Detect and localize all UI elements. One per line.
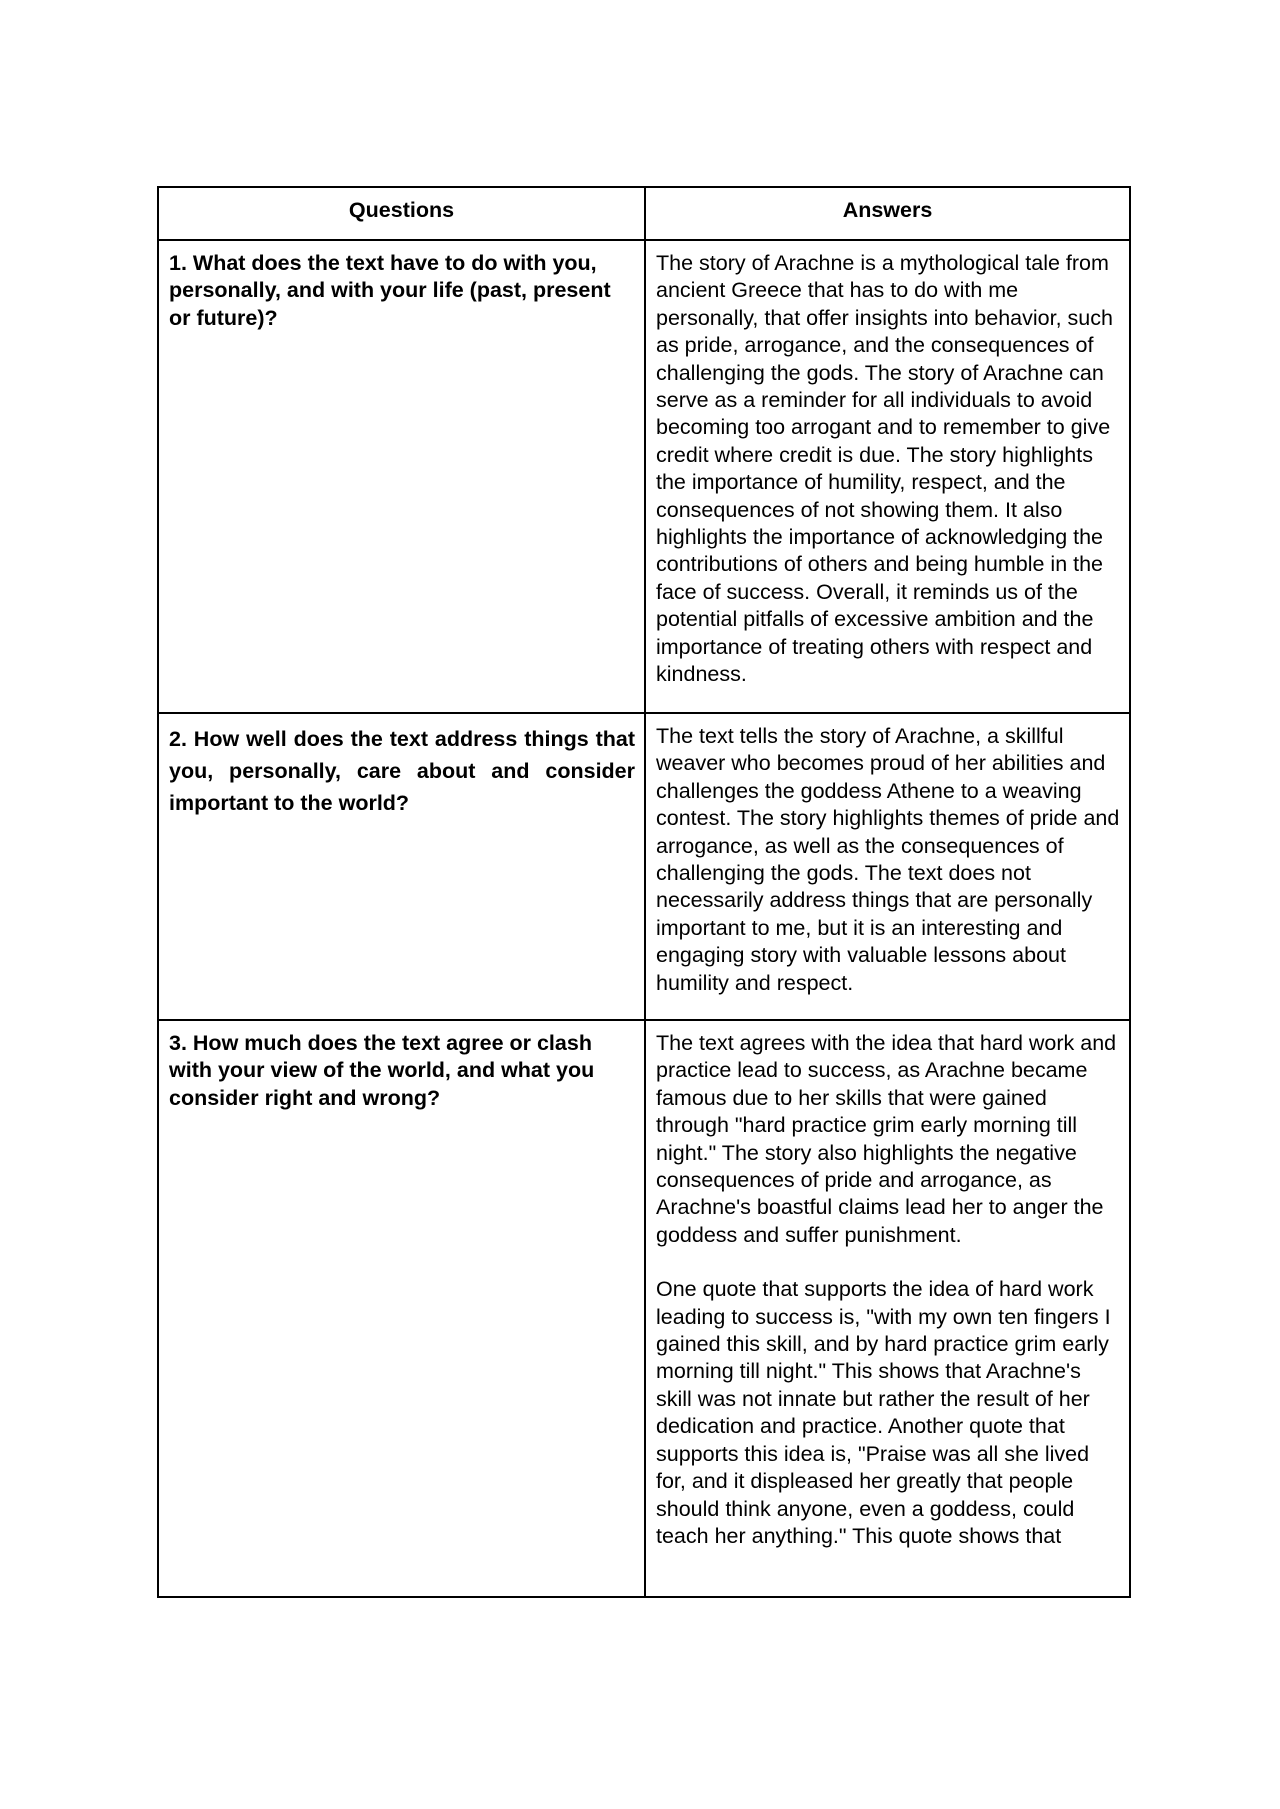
question-cell: 3. How much does the text agree or clash with your view of the world, and what you consider right and wrong? <box>158 1020 645 1597</box>
answer-cell <box>645 713 1130 1020</box>
answer-cell <box>645 240 1130 713</box>
answer-paragraph: The story of Arachne is a mythological tale from ancient Greece that has to do with me personally, that offer insights into behavior, such as pride, arrogance, and the consequences of challenging the gods. The story of Arachne can serve as a reminder for all individuals to avoid becoming too arrogant and to remember to give credit where credit is due. The story highlights the importance of humility, respect, and the consequences of not showing them. It also highlights the importance of acknowledging the contributions of others and being humble in the face of success. Overall, it reminds us of the potential pitfalls of excessive ambition and the importance of treating others with respect and kindness. <box>656 251 1113 687</box>
answer-paragraph: One quote that supports the idea of hard work leading to success is, "with my own ten fingers I gained this skill, and by hard practice grim early morning till night." This shows that Arachne's skill was not innate but rather the result of her dedication and practice. Another quote that supports this idea is, "Praise was all she lived for, and it displeased her greatly that people should think anyone, even a goddess, could teach her anything." This quote shows that <box>656 1277 1111 1548</box>
question-cell: 2. How well does the text address things that you, personally, care about and consider important to the world? <box>158 713 645 1020</box>
table-row <box>158 1020 1130 1597</box>
header-answers: Answers <box>645 187 1130 240</box>
answer-paragraph: The text agrees with the idea that hard work and practice lead to success, as Arachne became famous due to her skills that were gained through "hard practice grim early morning till night." The story also highlights the negative consequences of pride and arrogance, as Arachne's boastful claims lead her to anger the goddess and suffer punishment. <box>656 1031 1117 1247</box>
answer-paragraph: The text tells the story of Arachne, a skillful weaver who becomes proud of her abilities and challenges the goddess Athene to a weaving contest. The story highlights themes of pride and arrogance, as well as the consequences of challenging the gods. The text does not necessarily address things that are personally important to me, but it is an interesting and engaging story with valuable lessons about humility and respect. <box>656 724 1120 995</box>
table-row <box>158 713 1130 1020</box>
questions-answers-table <box>157 186 1131 1598</box>
header-row <box>158 187 1130 240</box>
header-questions: Questions <box>158 187 645 240</box>
question-cell: 1. What does the text have to do with you, personally, and with your life (past, present or future)? <box>158 240 645 713</box>
answer-cell <box>645 1020 1130 1597</box>
table-row <box>158 240 1130 713</box>
